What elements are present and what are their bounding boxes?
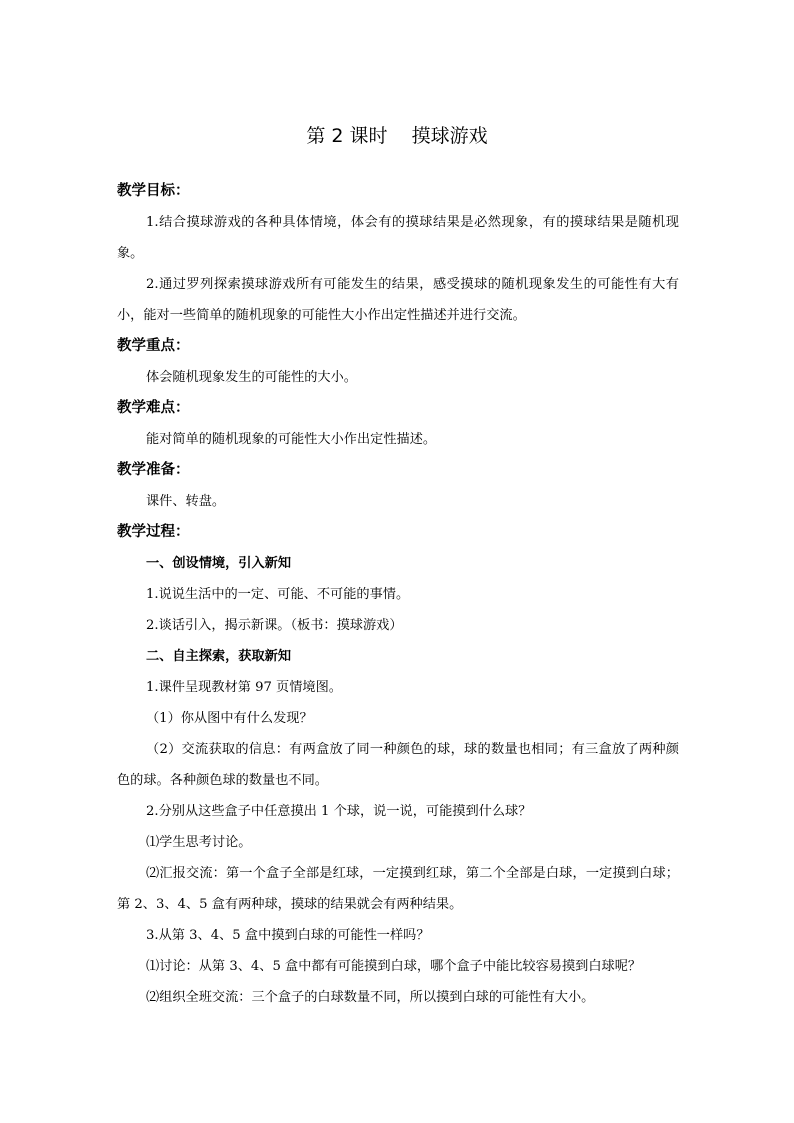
process-part2-item-1: 1.课件呈现教材第 97 页情境图。: [146, 680, 342, 695]
lesson-content: [117, 176, 679, 1013]
page-title: 第 2 课时 摸球游戏: [306, 125, 488, 147]
process-heading: 教学过程：: [117, 524, 190, 540]
preparation-heading: 教学准备：: [117, 462, 190, 478]
preparation-text: 课件、转盘。: [146, 494, 226, 509]
process-part2-item-5: ⑴学生思考讨论。: [146, 835, 252, 850]
process-part2-item-2: （1）你从图中有什么发现？: [146, 711, 313, 726]
goal-item-1: 1.结合摸球游戏的各种具体情境，体会有的摸球结果是必然现象，有的摸球结果是随机现象。: [117, 215, 679, 261]
process-part2-item-7: 3.从第 3、4、5 盒中摸到白球的可能性一样吗？: [146, 928, 430, 943]
difficulties-heading: 教学难点：: [117, 400, 190, 416]
process-part2-item-6: ⑵汇报交流：第一个盒子全部是红球，一定摸到红球，第二个全部是白球，一定摸到白球；第 2、3、4、5 盒有两种球，摸球的结果就会有两种结果。: [117, 866, 679, 912]
process-part1-item-1: 1.说说生活中的一定、可能、不可能的事情。: [146, 587, 410, 602]
process-part2-item-3: （2）交流获取的信息：有两盒放了同一种颜色的球，球的数量也相同；有三盒放了两种颜色的球。各种颜色球的数量也不同。: [117, 742, 679, 788]
process-part2-item-8: ⑴讨论：从第 3、4、5 盒中都有可能摸到白球，哪个盒子中能比较容易摸到白球呢？: [146, 959, 642, 974]
difficulties-text: 能对简单的随机现象的可能性大小作出定性描述。: [146, 432, 437, 447]
process-part2-item-4: 2.分别从这些盒子中任意摸出 1 个球，说一说，可能摸到什么球？: [146, 804, 532, 819]
goals-heading: 教学目标：: [117, 183, 190, 199]
key-points-heading: 教学重点：: [117, 338, 190, 354]
key-points-text: 体会随机现象发生的可能性的大小。: [146, 370, 357, 385]
process-part2-item-9: ⑵组织全班交流：三个盒子的白球数量不同，所以摸到白球的可能性有大小。: [146, 990, 595, 1005]
process-part1-title: 一、创设情境，引入新知: [146, 556, 292, 571]
process-part2-title: 二、自主探索，获取新知: [146, 649, 292, 664]
goal-item-2: 2.通过罗列探索摸球游戏所有可能发生的结果，感受摸球的随机现象发生的可能性有大有小，能对一些简单的随机现象的可能性大小作出定性描述并进行交流。: [117, 277, 679, 323]
process-part1-item-2: 2.谈话引入，揭示新课。（板书：摸球游戏）: [146, 618, 403, 633]
